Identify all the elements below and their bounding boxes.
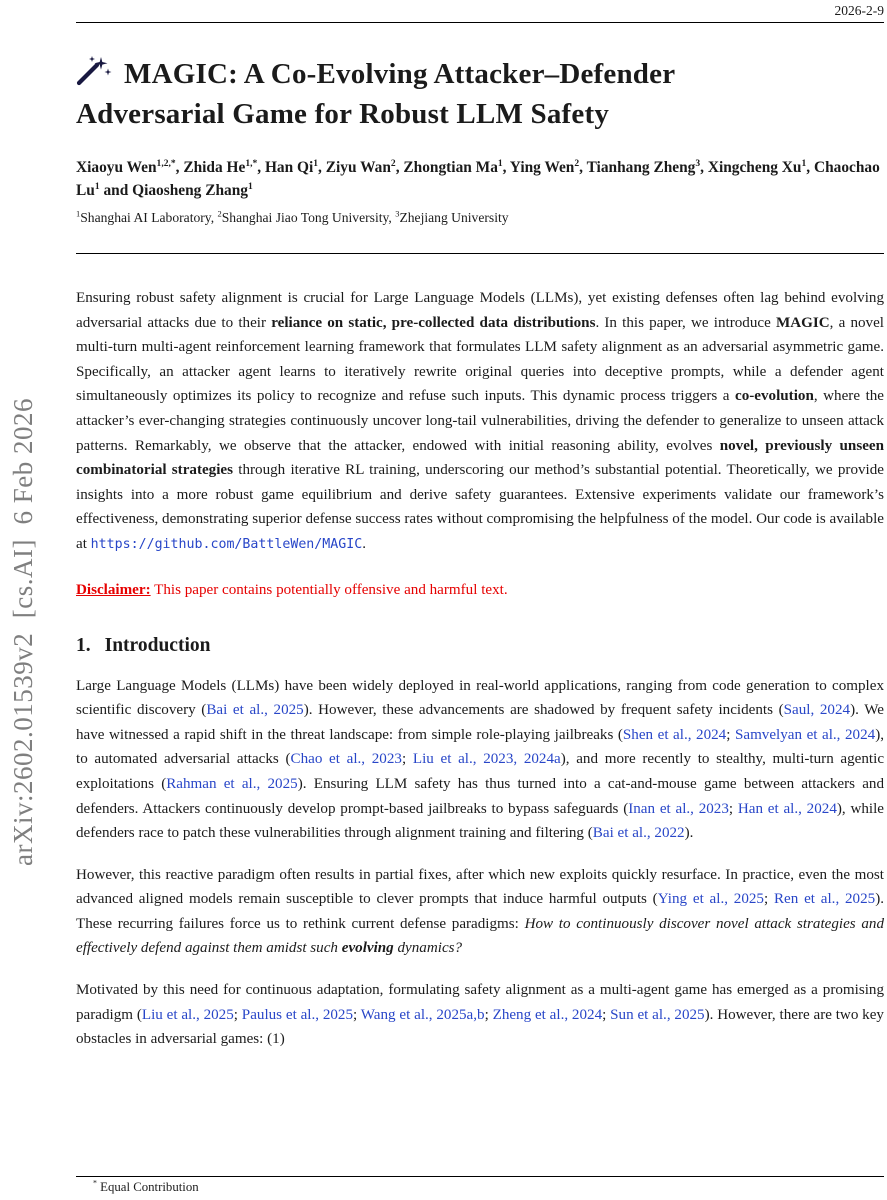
text-segment: ; — [484, 1006, 493, 1023]
text-segment: ; — [401, 751, 413, 768]
page-date: 2026-2-9 — [834, 3, 884, 18]
text-segment: Motivated by this need for continuous adaptation, formulating safety alignment as a multi-agent game has emerged as a promising paradigm ( — [76, 982, 884, 1023]
text-segment: , a novel multi-turn multi-agent reinforcement learning framework that formulates LLM safety alignment as an adversarial asymmetric game. Specifically, an attacker agent learns to iteratively rewrite original queries into deceptive prompts, while a defender agent simultaneously optimizes its policy to recognize and refuse such inputs. This dynamic process triggers a — [76, 314, 885, 405]
footnote-rule — [76, 1176, 884, 1177]
text-segment-sup: 1,2,* — [156, 157, 176, 169]
paper-content — [76, 0, 884, 1052]
text-segment: ). However, these advancements are shadowed by frequent safety incidents ( — [303, 702, 784, 719]
text-segment-sup: 1 — [76, 208, 81, 219]
text-segment-sup: 1 — [313, 157, 319, 169]
citation-link[interactable]: Bai et al., 2025 — [206, 702, 304, 719]
text-segment: Zhida He — [183, 159, 246, 176]
code-repository-link[interactable]: https://github.com/BattleWen/MAGIC — [90, 536, 363, 552]
citation-link[interactable]: Rahman et al., 2025 — [166, 775, 298, 792]
section-title: Introduction — [104, 634, 211, 656]
text-segment: ), while defenders race to patch these vulnerabilities through alignment training and filtering ( — [76, 800, 884, 842]
text-segment: However, this reactive paradigm often results in partial fixes, after which new exploits quickly resurface. In practice, even the most advanced aligned models remain susceptible to clever prompts that induce harmful outputs ( — [76, 866, 884, 908]
text-segment-sup: 1 — [801, 157, 807, 169]
text-segment: Chaochao Lu — [76, 159, 880, 199]
arxiv-watermark: arXiv:2602.01539v2 [cs.AI] 6 Feb 2026 — [8, 398, 38, 866]
text-segment-sup: 2 — [390, 157, 396, 169]
divider-rule — [76, 253, 884, 254]
text-segment-sup: 1 — [248, 180, 253, 192]
text-segment: ). — [684, 825, 694, 842]
intro-paragraph-3 — [76, 978, 884, 1052]
intro-paragraph-1 — [76, 674, 884, 846]
abstract-paragraph — [76, 286, 884, 558]
text-segment-sup: 1 — [94, 180, 100, 192]
text-segment: , — [700, 159, 708, 176]
text-segment: ; — [602, 1006, 611, 1023]
text-segment: ; — [726, 726, 735, 743]
text-segment-sup: 1,* — [245, 157, 258, 169]
text-segment: , — [175, 159, 184, 176]
text-segment-bi: evolving — [341, 940, 394, 957]
affiliations-line — [76, 208, 884, 227]
text-segment: ; — [763, 891, 774, 908]
authors-line — [76, 156, 884, 202]
text-segment: through iterative RL training, underscoring our method’s substantial potential. Theoretically, we provide insights into a more robust game equilibrium and derive safety guarantees. Extensive experiments validate our framework’s effectiveness, demonstrating superior defense success rates without compromising the helpfulness of the model. Our code is available at — [76, 462, 884, 552]
paper-title — [76, 55, 884, 133]
section-number: 1. — [76, 634, 91, 656]
top-rule — [76, 22, 884, 23]
text-segment: , — [579, 159, 587, 176]
text-segment-b: novel, previously unseen combinatorial strategies — [76, 437, 884, 479]
text-segment: ), and more recently to stealthy, multi-turn agentic exploitations ( — [76, 751, 885, 792]
text-segment: ; — [728, 800, 738, 817]
title-line2: Adversarial Game for Robust LLM Safety — [76, 98, 610, 130]
text-segment: , — [395, 159, 404, 176]
text-segment: ; — [353, 1006, 361, 1023]
text-segment: Shanghai Jiao Tong University, — [221, 210, 396, 225]
section-heading-introduction — [76, 635, 884, 657]
text-segment: ). These recurring failures force us to rethink current defense paradigms: — [76, 891, 885, 932]
text-segment: ). However, there are two key obstacles in adversarial games: (1) — [76, 1006, 884, 1048]
citation-link[interactable]: Bai et al., 2022 — [592, 825, 685, 842]
text-segment: . In this paper, we introduce — [595, 314, 776, 331]
text-segment: ). We have witnessed a rapid shift in the threat landscape: from simple role-playing jailbreaks ( — [76, 702, 884, 743]
text-segment: Zhejiang University — [399, 210, 509, 225]
text-segment: , — [502, 159, 510, 176]
footnote-marker: * — [93, 1178, 97, 1188]
text-segment: , — [806, 159, 814, 176]
text-segment: ). Ensuring LLM safety has thus turned into a cat-and-mouse game between attackers and defenders. Attackers continuously develop prompt-based jailbreaks to bypass safeguards ( — [76, 775, 884, 817]
intro-paragraph-2 — [76, 863, 884, 961]
text-segment: Ying Wen — [509, 159, 575, 176]
citation-link[interactable]: Zheng et al., 2024 — [492, 1006, 603, 1023]
citation-link[interactable]: Chao et al., 2023 — [290, 751, 402, 768]
text-segment: and — [99, 182, 133, 199]
text-segment-label: Disclaimer: — [76, 581, 151, 598]
title-line1: MAGIC: A Co-Evolving Attacker–Defender — [124, 58, 676, 90]
citation-link[interactable]: Paulus et al., 2025 — [241, 1006, 354, 1023]
footnote — [76, 1176, 884, 1195]
text-segment: This paper contains potentially offensive and harmful text. — [150, 581, 508, 598]
disclaimer-text — [76, 578, 884, 602]
citation-link[interactable]: Saul, 2024 — [783, 702, 851, 719]
text-segment: Tianhang Zheng — [586, 159, 696, 176]
citation-link[interactable]: Samvelyan et al., 2024 — [734, 726, 876, 743]
text-segment-i: dynamics? — [393, 940, 463, 957]
text-segment: Qiaosheng Zhang — [132, 182, 249, 199]
citation-link[interactable]: Wang et al., 2025a,b — [360, 1006, 485, 1023]
text-segment-i: How to continuously discover novel attack strategies and effectively defend against them amidst such — [76, 915, 885, 957]
citation-link[interactable]: Liu et al., 2023, 2024a — [412, 751, 561, 768]
text-segment: . — [362, 535, 366, 552]
text-segment: , where the attacker’s ever-changing strategies continuously uncover long-tail vulnerabilities, driving the defender to generalize to unseen attack patterns. Remarkably, we observe that the attacker, endowed with initial reasoning ability, evolves — [76, 388, 885, 454]
text-segment: ), to automated adversarial attacks ( — [76, 726, 884, 768]
text-segment: , — [257, 159, 265, 176]
text-segment: Xingcheng Xu — [707, 159, 802, 176]
magic-wand-icon — [76, 55, 112, 96]
text-segment-b: reliance on static, pre-collected data distributions — [271, 314, 596, 331]
text-segment: Zhongtian Ma — [403, 159, 498, 176]
citation-link[interactable]: Sun et al., 2025 — [610, 1006, 705, 1023]
text-segment: Ziyu Wan — [325, 159, 391, 176]
citation-link[interactable]: Liu et al., 2025 — [141, 1006, 234, 1023]
text-segment-b: MAGIC — [775, 314, 830, 331]
text-segment: ; — [233, 1006, 242, 1023]
text-segment-sup: 2 — [217, 208, 222, 219]
text-segment: Large Language Models (LLMs) have been widely deployed in real-world applications, ranging from code generation to complex scientific discovery ( — [76, 677, 884, 719]
text-segment: Shanghai AI Laboratory, — [80, 210, 218, 225]
text-segment-sup: 3 — [695, 157, 701, 169]
text-segment: , — [318, 159, 326, 176]
text-segment-sup: 1 — [497, 157, 503, 169]
text-segment-sup: 2 — [574, 157, 580, 169]
text-segment-sup: 3 — [395, 208, 400, 219]
citation-link[interactable]: Shen et al., 2024 — [622, 726, 727, 743]
citation-link[interactable]: Ying et al., 2025 — [657, 891, 764, 908]
text-segment: Ensuring robust safety alignment is crucial for Large Language Models (LLMs), yet existing defenses often lag behind evolving adversarial attacks due to their — [76, 290, 884, 331]
text-segment-b: co-evolution — [735, 388, 814, 405]
text-segment: Han Qi — [264, 159, 314, 176]
citation-link[interactable]: Han et al., 2024 — [737, 800, 837, 817]
citation-link[interactable]: Ren et al., 2025 — [773, 891, 876, 908]
text-segment: Xiaoyu Wen — [76, 159, 157, 176]
citation-link[interactable]: Inan et al., 2023 — [628, 800, 729, 817]
footnote-text: Equal Contribution — [100, 1180, 199, 1194]
